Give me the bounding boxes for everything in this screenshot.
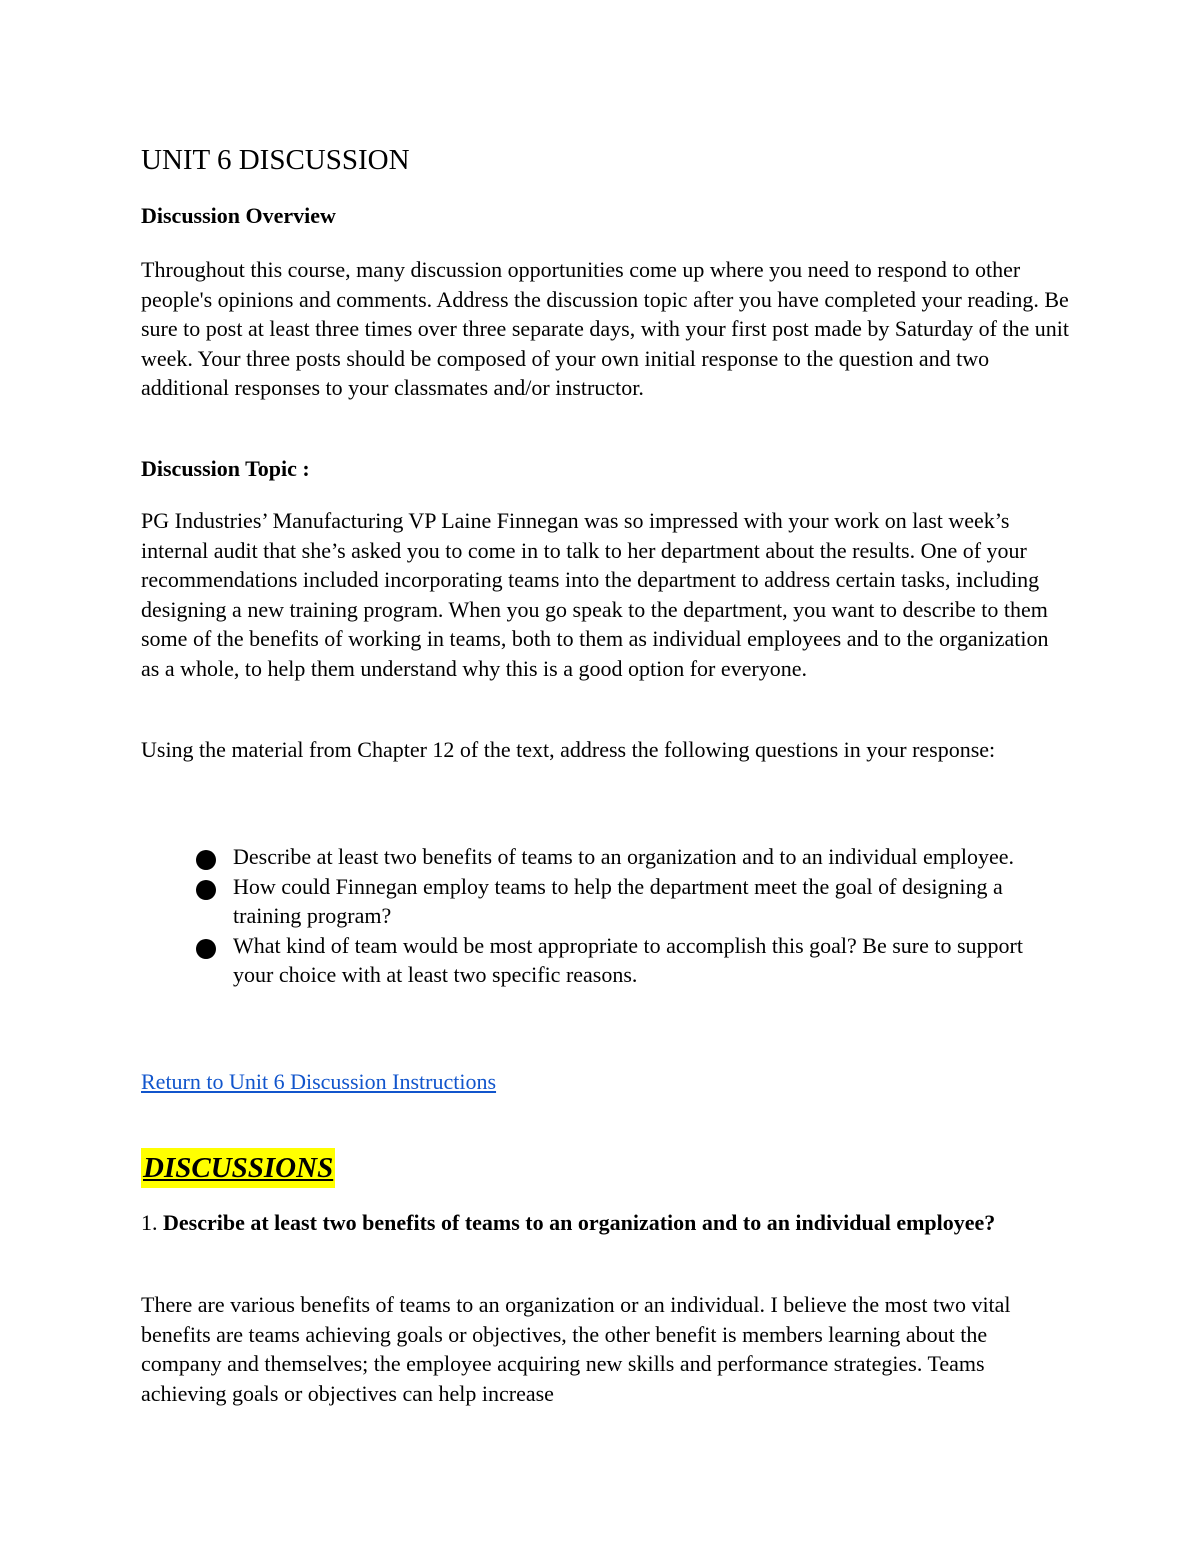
bullet-icon <box>196 939 216 959</box>
question-text: What kind of team would be most appropriate to accomplish this goal? Be sure to support your choice with at least two specific reasons. <box>233 932 1023 987</box>
question-item <box>196 931 1056 990</box>
bullet-icon <box>196 880 216 900</box>
answer-number: 1. <box>141 1210 158 1235</box>
question-item <box>196 872 1056 931</box>
question-item <box>196 842 1056 872</box>
question-text: How could Finnegan employ teams to help the department meet the goal of designing a training program? <box>233 873 1003 928</box>
bullet-icon <box>196 850 216 870</box>
instructions-paragraph: Using the material from Chapter 12 of the text, address the following questions in your response: <box>141 737 996 762</box>
topic-heading: Discussion Topic : <box>141 456 310 481</box>
answer-question-heading <box>141 1208 1071 1238</box>
document-title: UNIT 6 DISCUSSION <box>141 144 410 176</box>
discussions-heading: DISCUSSIONS <box>141 1148 335 1188</box>
topic-paragraph: PG Industries’ Manufacturing VP Laine Finnegan was so impressed with your work on last week’s internal audit that she’s asked you to come in to talk to her department about the results. One of your recommendations included incorporating teams into the department to address certain tasks, including designing a new training program. When you go speak to the department, you want to describe to them some of the benefits of working in teams, both to them as individual employees and to the organization as a whole, to help them understand why this is a good option for everyone. <box>141 508 1049 681</box>
question-list <box>196 842 1056 990</box>
answer-question-text: Describe at least two benefits of teams to an organization and to an individual employee? <box>163 1210 996 1235</box>
answer-paragraph: There are various benefits of teams to an organization or an individual. I believe the most two vital benefits are teams achieving goals or objectives, the other benefit is members learning about the company and themselves; the employee acquiring new skills and performance strategies. Teams achieving goals or objectives can help increase <box>141 1292 1011 1406</box>
question-text: Describe at least two benefits of teams to an organization and to an individual employee. <box>233 844 1014 869</box>
overview-heading: Discussion Overview <box>141 203 336 228</box>
overview-paragraph: Throughout this course, many discussion opportunities come up where you need to respond to other people's opinions and comments. Address the discussion topic after you have completed your reading. Be sure to post at least three times over three separate days, with your first post made by Saturday of the unit week. Your three posts should be composed of your own initial response to the question and two additional responses to your classmates and/or instructor. <box>141 257 1070 400</box>
return-to-instructions-link[interactable]: Return to Unit 6 Discussion Instructions <box>141 1069 497 1094</box>
